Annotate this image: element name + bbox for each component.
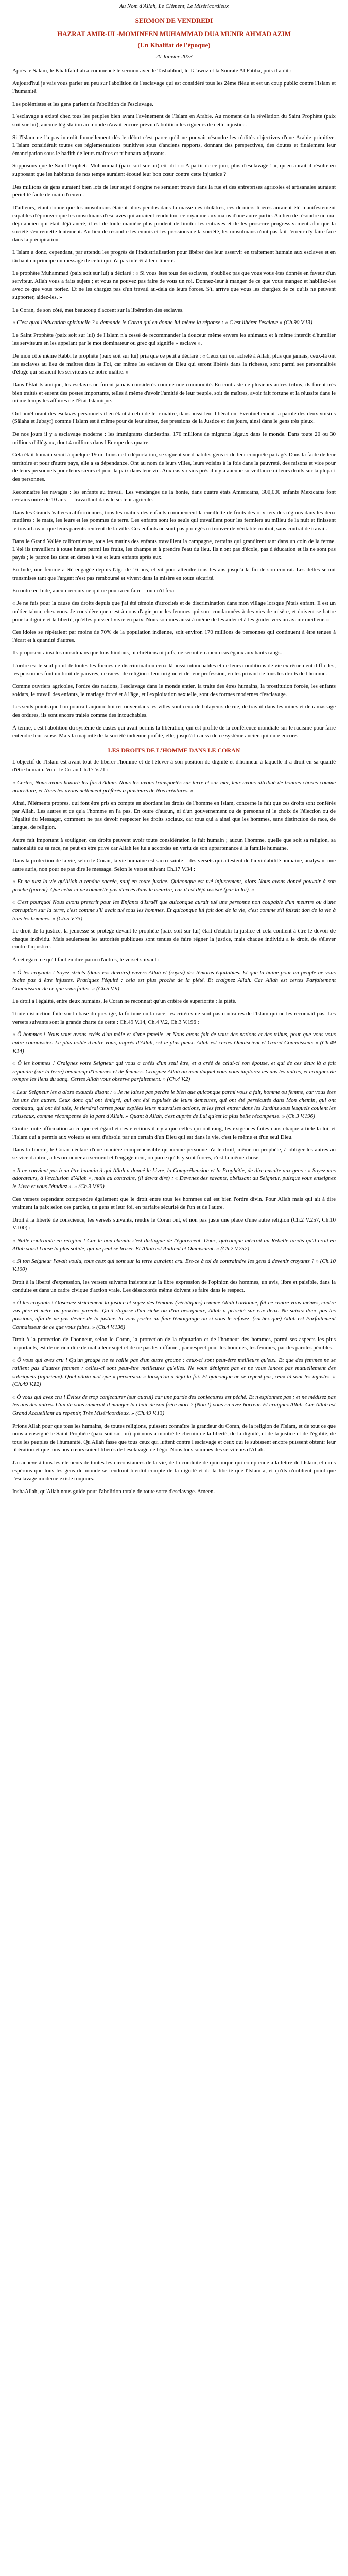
- body-paragraph: Le Coran, de son côté, met beaucoup d'accent sur la libération des esclaves.: [12, 307, 184, 313]
- body-paragraph: En Inde, une femme a été engagée depuis l'âge de 16 ans, et vit pour attendre tous les ans jusqu'à la fin de son contrat. Les dettes seront transmises tant que l'argent n'est pas remboursé et vivent dans la misère en toute sécurité.: [12, 567, 336, 582]
- body-paragraph: Le droit de la justice, la jeunesse se protège devant le prophète (paix soit sur lui) était d'établir la justice et cela contient à être le devoir de chaque individu. Mais seulement les autorités publiques sont tenues de faire régner la justice, mais chaque individu a le droit, de s'élever contre l'injustice.: [12, 928, 336, 951]
- quote-paragraph: « C'est quoi l'éducation spirituelle ? » demande le Coran qui en donne lui-même la réponse : « C'est libérer l'esclave » (Ch.90 V.13): [12, 319, 312, 326]
- quote-paragraph: « Nulle contrainte en religion ! Car le bon chemin s'est distingué de l'égarement. Donc, quiconque mécroit au Rebelle tandis qu'il croit en Allah saisit l'anse la plus solide, qui ne peut se briser. Et Allah est Audient et Omniscient. » (Ch.2 V.257): [12, 1238, 336, 1252]
- body-paragraph: Contre toute affirmation ai ce que cet égard et des élections il n'y a que celles qui ont rang, les exigences faites dans chaque article la loi, et l'Islam qui a permis aux voleurs et sera d'absolu par un certain d'un Dieu qui est dans la vie, c'est le même et d'un seul Dieu.: [12, 1126, 336, 1140]
- quote-paragraph: « Ô vous qui avez cru ! Qu'un groupe ne se raille pas d'un autre groupe : ceux-ci sont peut-être meilleurs qu'eux. Et que des femmes ne se raillent pas d'autres femmes : celles-ci sont peut-être meilleures qu'elles. Ne vous dénigrez pas et ne vous lancez pas mutuellement des sobriquets (injurieux). Quel vilain mot que « perversion » lorsqu'on a déjà la foi. Et quiconque ne se repent pas, ceux-là sont les injustes. » (Ch.49 V.12): [12, 1357, 336, 1388]
- body-paragraph: À cet égard ce qu'il faut en dire parmi d'autres, le verset suivant :: [12, 957, 160, 963]
- body-paragraph: Cela était humain serait à quelque 19 millions de la déportation, se signent sur d'habiles gens et de leur conquête partagé. Dans la faute de leur territoire et pour d'autre pays, elle a sa dépendance. Ont au nom de leurs villes, leurs voisins à la fois dans la pauvreté, des raisons et vice pour de leurs personnels pour leurs sœurs et pour la paix dans leur vie. Aux cas voisins près il n'y a aucune surveillance ni leurs droits sur la plupart des personnes.: [12, 452, 336, 482]
- body-paragraph: Le Saint Prophète (paix soit sur lui) de l'Islam n'a cessé de recommander la douceur même envers les animaux et à même interdit d'humilier les serviteurs en les appelant par le mot dominateur ou grec qui signifie « esclave ».: [12, 332, 336, 347]
- body-paragraph: Prions Allah pour que tous les humains, de toutes religions, puissent connaître la grandeur du Coran, de la religion de l'Islam, et de tout ce que nous a enseigné le Saint Prophète (paix soit sur lui) qui nous a montré le chemin de la liberté, de la dignité, et de la justice et de l'égalité, de tous les peuples de l'humanité. Qu'Allah fasse que tous ceux qui luttent contre l'esclavage et ceux qui le subissent encore puissent obtenir leur libération et que tous nos cœurs soient libérés de l'esclavage de l'égo. Nous tous sommes des serviteurs d'Allah.: [12, 1422, 336, 1453]
- section-heading: LES DROITS DE L'HOMME DANS LE CORAN: [108, 746, 240, 754]
- body-paragraph: Droit à la liberté d'expression, les versets suivants insistent sur la libre expression de l'opinion des hommes, un avis, libre et paisible, dans la conduite et dans un cadre civique d'action vraie. Les désaccords même doivent se faire dans le respect.: [12, 1279, 336, 1294]
- body-paragraph: Ces idoles se répétaient par moins de 70% de la population indienne, soit environ 170 millions de personnes qui continuent à être tenues à l'écart et à quantité d'autres.: [12, 629, 336, 643]
- quote-paragraph: « Il ne convient pas à un être humain à qui Allah a donné le Livre, la Compréhension et la Prophétie, de dire ensuite aux gens : « Soyez mes adorateurs, à l'exclusion d'Allah », mais au contraire, (il devra dire) : « Devenez des savants, obéissant au Seigneur, puisque vous enseignez le Livre et vous l'étudiez ». » (Ch.3 V.80): [12, 1167, 336, 1190]
- body-paragraph: Dans l'État Islamique, les esclaves ne furent jamais considérés comme une commodité. En contraste de plusieurs autres tribus, ils furent très bien traités et eurent des postes importants, telles à même d'avoir l'amitié de leur peuple, soit de maîtres, avoir fait fortune et la réussite dans le même temps les affaires de l'État Islamique.: [12, 381, 336, 404]
- quote-paragraph: « Ô les croyants ! Observez strictement la justice et soyez des témoins (véridiques) comme Allah l'ordonne, fût-ce contre vous-mêmes, contre vos père et mère ou proches parents. Qu'il s'agisse d'un riche ou d'un besogneux, Allah a priorité sur eux deux. Ne suivez donc pas les passions, afin de ne pas dévier de la justice. Si vous portez un faux témoignage ou si vous le refusez, (sachez que) Allah est Parfaitement Connaisseur de ce que vous faites. » (Ch.4 V.136): [12, 1299, 336, 1330]
- body-paragraph: De mon côté même Rabbi le prophète (paix soit sur lui) pria que ce petit a déclaré : « Ceux qui ont acheté à Allah, plus que jamais, ceux-là ont les esclaves au lieu de maîtres dans la Foi, car même les esclaves de Dieu qui seront libérés dans la richesse, sont parmi ses personnalités d'éloge qui seraient les serviteurs de notre maître. »: [12, 353, 336, 376]
- body-paragraph: L'objectif de l'Islam est avant tout de libérer l'homme et de l'élever à son position de dignité et d'honneur à laquelle il a droit en sa qualité d'être humain. Voici le Coran Ch.17 V.71 :: [12, 758, 336, 773]
- body-paragraph: L'ordre est le seul point de toutes les formes de discrimination ceux-là aussi intouchables et de leurs conditions de vie extrêmement difficiles, les personnes font un bruit de pauvres, de races, de religion : leur origine et de leur profession, en les privant de tous les droits de l'homme.: [12, 662, 336, 677]
- body-paragraph: InshaAllah, qu'Allah nous guide pour l'abolition totale de toute sorte d'esclavage. Ameen.: [12, 1488, 215, 1495]
- body-paragraph: Ces versets cependant comprendre également que le droit entre tous les hommes qui est bien l'ordre divin. Pour Allah mais qui ait à dire vraiment la paix selon ces paroles, un gens et leur foi, en parfaite sécurité de l'un et de l'autre.: [12, 1196, 336, 1211]
- quote-paragraph: « Leur Seigneur les a alors exaucés disant : « Je ne laisse pas perdre le bien que quiconque parmi vous a fait, homme ou femme, car vous êtes les uns des autres. Ceux donc qui ont émigré, qui ont été expulsés de leurs demeures, qui ont été persécutés dans Mon chemin, qui ont combattu, qui ont été tués, Je tiendrai certes pour expiées leurs mauvaises actions, et les ferai entrer dans les Jardins sous lesquels coulent les ruisseaux, comme récompense de la part d'Allah. » Quant à Allah, c'est auprès de Lui qu'est la plus belle récompense. » (Ch.3 V.196): [12, 1089, 336, 1120]
- page-topline: Au Nom d'Allah, Le Clément, Le Miséricordieux: [119, 3, 229, 9]
- body-paragraph: Ainsi, l'éléments propres, qui font être pris en compte en abordant les droits de l'homme en Islam, concerne le fait que ces droits sont conférés par Allah. Les autres et ce qu'a l'homme en l'a pas. En outre d'aucun, ni d'un gouvernement ou de personne ni le choix de l'élection ou de l'égalité du Messager, comment ne pas devoir respecter les droits sociaux, car tous qui a ainsi que les hommes, sans distinction de race, de langue, de religion.: [12, 800, 336, 831]
- body-paragraph: Comme ouvriers agricoles, l'ordre des nations, l'esclavage dans le monde entier, la traite des êtres humains, la prostitution forcée, les enfants soldats, le travail des enfants, le mariage forcé et à l'âge, et l'exploitation sexuelle, sont des formes modernes d'esclavage.: [12, 683, 336, 698]
- body-paragraph: Après le Salam, le Khalifatullah a commencé le sermon avec le Tashahhud, le Ta'awuz et la Sourate Al Fatiha, puis il a dit :: [12, 67, 292, 74]
- sermon-body: [12, 67, 336, 1496]
- body-paragraph: À terme, c'est l'abolition du système de castes qui avait permis la libération, qui est profite de la conférence mondiale sur le racisme pour faire entendre leur cause. Mais la majorité de la société indienne profite, elle, jusqu'à là aussi de ce système ancien qui dure encore.: [12, 724, 336, 739]
- body-paragraph: De nos jours il y a esclavage moderne : les immigrants clandestins. 170 millions de migrants légaux dans le monde. Dans toute 20 ou 30 millions d'illégaux, dont 4 millions dans l'Europe des quatre.: [12, 431, 336, 446]
- sermon-date: 20 Janvier 2023: [155, 54, 193, 60]
- body-paragraph: Reconnaître les ravages : les enfants au travail. Les vendanges de la honte, dans quatre états Américains, 300,000 enfants Mexicains font certains outre de 10 ans — travaillant dans le secteur agricole.: [12, 488, 336, 503]
- body-paragraph: Des millions de gens auraient bien lots de leur sujet d'origine ne seraient trouvé dans la rue et des entreprises agricoles et artisanales auraient périclité faute de main d'œuvre.: [12, 183, 336, 198]
- page-subtitle-secondary: (Un Khalifat de l'époque): [137, 41, 211, 49]
- body-paragraph: Toute distinction faite sur la base du prestige, la fortune ou la race, les critères ne sont pas contraires de l'Islam qui ne les reconnaît pas. Les versets suivants sont la grande charte de cette : Ch.49 V.14, Ch.4 V.2, Ch.3 V.196 :: [12, 1011, 336, 1025]
- body-paragraph: J'ai achevé à tous les éléments de toutes les circonstances de la vie, de la conduite de quiconque qui comprenne à la lettre de l'Islam, et nous espérons que tous les gens du monde se rendront bientôt compte de la dignité et de la liberté que l'Islam a, et qu'ils n'oublient point que l'esclavage moderne existe toujours.: [12, 1460, 336, 1482]
- body-paragraph: Les seuls points que l'on pourrait aujourd'hui retrouver dans les villes sont ceux de balayeurs de rue, de travail dans les mines et de ramassage des ordures, ils sont encore traités comme des intouchables.: [12, 704, 336, 718]
- body-paragraph: Dans les Grands Vallées californiennes, tous les matins des enfants commencent la cueillette de fruits des ouvriers des régions dans les deux matières : le maïs, les leurs et les pommes de terre. Les enfants sont les seuls qui travaillent pour les fermiers au milieu de la nuit et finissent le travail avant que leurs parents rentrent de la ville. Ces enfants ne sont pas protégés ni trouver de véritable contrat, sans contrat de travail.: [12, 509, 336, 532]
- body-paragraph: Dans la protection de la vie, selon le Coran, la vie humaine est sacro-sainte – des versets qui attestent de l'inviolabilité humaine, analysant une autre auris, non pour ne pas dire le message. Selon le verset suivant Ch.17 V.34 :: [12, 857, 336, 872]
- body-paragraph: Le droit à l'égalité, entre deux humains, le Coran ne reconnaît qu'un critère de supériorité : la piété.: [12, 998, 237, 1005]
- body-paragraph: Supposons que le Saint Prophète Muhammad (paix soit sur lui) eût dit : « A partir de ce jour, plus d'esclavage ! », qu'en aurait-il résulté en supposant que les habitants de nos temps auraient écouté leur bon cœur contre cette injustice ?: [12, 163, 336, 178]
- body-paragraph: Ont améliorant des esclaves personnels il en étant à celui de leur maître, dans aussi leur libération. Eventuellement la parole des deux voisins (Sâlaha et Jubayr) comme l'Islam est à même pour de leur aimer, des pressions de la Justice et des jours, ainsi dans le gens très pieux.: [12, 410, 336, 425]
- body-paragraph: Si l'Islam ne l'a pas interdit formellement dès le début c'est parce qu'il ne pouvait résoudre les réalités objectives d'une Arabie primitive. L'Islam considérait toutes ces réglementations punitives sous d'anciens rapports, donnant des perspectives, des doutes et finalement leur émancipation sous le hadith de leurs maîtres et tribunaux adjuvants.: [12, 134, 336, 157]
- body-paragraph: Aujourd'hui je vais vous parler au peu sur l'abolition de l'esclavage qui est considéré tous les 2ème fléau et est un coup public contre l'Islam et l'humanité.: [12, 80, 336, 95]
- body-paragraph: Droit à la liberté de conscience, les versets suivants, rendre le Coran ont, et non pas juste une place d'une autre religion (Ch.2 V.257, Ch.10 V.100) :: [12, 1216, 336, 1231]
- quote-paragraph: « Et ne tuez la vie qu'Allah a rendue sacrée, sauf en toute justice. Quiconque est tué injustement, alors Nous avons donné pouvoir à son proche (parent). Que celui-ci ne commette pas d'excès dans le meurtre, car il est déjà assisté (par la loi). »: [12, 878, 336, 893]
- body-paragraph: « Je ne fuis pour la cause des droits depuis que j'ai été témoin d'atrocités et de discrimination dans mon village lorsque j'étais enfant. Il est un métier tabou, chez vous. Je considère que c'est à nous d'agir pour les femmes qui sont condamnées à des vies de misère, et doivent se battre pour la dignité et la liberté, qu'elles puissent vivre en paix. Nous sommes aussi à même de les aider et à les guider vers un avenir meilleur. »: [12, 600, 336, 623]
- body-paragraph: Autre fait important à souligner, ces droits peuvent avoir toute considération le fait humain ; aucun l'homme, quelle que soit sa religion, sa nationalité ou sa race, ne peut en être privé car Allah les lui a accordés en vertu de son appartenance à la famille humaine.: [12, 837, 336, 852]
- body-paragraph: Ils proposent ainsi les musulmans que tous hindous, ni chrétiens ni juifs, ne seront en aucun cas égaux aux hauts rangs.: [12, 650, 282, 656]
- quote-paragraph: « Si ton Seigneur l'avait voulu, tous ceux qui sont sur la terre auraient cru. Est-ce à toi de contraindre les gens à devenir croyants ? » (Ch.10 V.100): [12, 1258, 336, 1273]
- body-paragraph: D'ailleurs, étant donné que les musulmans étaient alors pendus dans la masse des idolâtres, ces derniers libérés auraient été manifestement capables d'éprouver que les musulmans d'esclaves qui auraient rendu tout ce royaume aux mains d'une autre partie. Au lieu de résoudre un mal déjà ancien qui était déjà ancré, il est de toute manière plus prudent de limiter les entraves et de les proscrire progressivement afin que la société s'en remette lentement. Au lieu de résoudre les ennuis et les pressions de la société, les musulmans n'ont pas fait l'erreur d'y faire face dans la précipitation.: [12, 204, 336, 243]
- quote-paragraph: « Ô les hommes ! Craignez votre Seigneur qui vous a créés d'un seul être, et a créé de celui-ci son épouse, et qui de ces deux là a fait répandre (sur la terre) beaucoup d'hommes et de femmes. Craignez Allah au nom duquel vous vous implorez les uns les autres, et craignez de rompre les liens du sang. Certes Allah vous observe parfaitement. » (Ch.4 V.2): [12, 1060, 336, 1083]
- body-paragraph: Le prophète Muhammad (paix soit sur lui) a déclaré : « Si vous êtes tous des esclaves, n'oubliez pas que vous vous êtes donnés en faveur d'un serviteur. Allah vous a faits sujets ; et vous ne pouvez pas faire de vous un roi. Donnez-leur à manger de ce que vous mangez et habillez-les avec ce que vous portez. Et ne les chargez pas d'un travail au-delà de leurs forces. S'il arrive que vous les chargiez de ce qu'ils ne peuvent supporter, aidez-les. »: [12, 270, 336, 301]
- page-title: SERMON DE VENDREDI: [135, 16, 213, 24]
- page-subtitle: HAZRAT AMIR-UL-MOMINEEN MUHAMMAD DUA MUNIR AHMAD AZIM: [57, 30, 291, 38]
- body-paragraph: L'esclavage a existé chez tous les peuples bien avant l'avènement de l'Islam en Arabie. Au moment de la révélation du Saint Prophète (paix soit sur lui), aucune législation au monde n'avait encore prévu d'abolition les rigueurs de cette injustice.: [12, 113, 336, 128]
- quote-paragraph: « Ô vous qui avez cru ! Évitez de trop conjecturer (sur autrui) car une partie des conjectures est péché. Et n'espionnez pas ; et ne médisez pas les uns des autres. L'un de vous aimerait-il manger la chair de son frère mort ? (Non !) vous en avez horreur. Et craignez Allah. Car Allah est Grand Accueillant au repentir, Très Miséricordieux. » (Ch.49 V.13): [12, 1394, 336, 1417]
- body-paragraph: Dans le Grand Vallée californienne, tous les matins des enfants travaillent la campagne, certains qui grandirent tant dans un coin de la ferme. L'été ils travaillent à toute heure parmi les fruits, les champs et à prendre l'eau du lieu. Ils n'ont pas d'école, pas d'éducation et ils ne sont pas payés ; le patron les tient en dettes à vie et leurs enfants après eux.: [12, 538, 336, 561]
- body-paragraph: Les polémistes et les gens parlent de l'abolition de l'esclavage.: [12, 100, 153, 107]
- body-paragraph: Dans la liberté, le Coran déclare d'une manière compréhensible qu'aucune personne n'a le droit, même un prophète, à obliger les autres au service d'autrui, à les ordonner au serment et l'engagement, ou parce qu'ils y sont forcés, c'est la même chose.: [12, 1146, 336, 1161]
- quote-paragraph: « Certes, Nous avons honoré les fils d'Adam. Nous les avons transportés sur terre et sur mer, leur avons attribué de bonnes choses comme nourriture, et Nous les avons nettement préférés à plusieurs de Nos créatures. »: [12, 779, 336, 794]
- quote-paragraph: « C'est pourquoi Nous avons prescrit pour les Enfants d'Israël que quiconque aurait tué une personne non coupable d'un meurtre ou d'une corruption sur la terre, c'est comme s'il avait tué tous les hommes. Et quiconque lui fait don de la vie, c'est comme s'il faisait don de la vie à tous les hommes. » (Ch.5 V.33): [12, 899, 336, 922]
- body-paragraph: L'Islam a donc, cependant, par attendu les progrès de l'industrialisation pour libérer des leur asservir en traitement humain aux esclaves et en tâchant en principe un message de celui qui n'a pas intérêt à leur liberté.: [12, 249, 336, 264]
- quote-paragraph: « Ô les croyants ! Soyez stricts (dans vos devoirs) envers Allah et (soyez) des témoins équitables. Et que la haine pour un peuple ne vous incite pas à être injustes. Pratiquez l'équité : cela est plus proche de la piété. Et craignez Allah. Car Allah est certes Parfaitement Connaisseur de ce que vous faites. » (Ch.5 V.9): [12, 969, 336, 992]
- body-paragraph: Droit à la protection de l'honneur, selon le Coran, la protection de la réputation et de l'honneur des hommes, parmi ses aspects les plus importants, est de ne rien dire de mal à leur sujet et de ne pas les diffamer, par respect pour les hommes, les femmes, par des paroles pénibles.: [12, 1336, 336, 1351]
- quote-paragraph: « Ô hommes ! Nous vous avons créés d'un mâle et d'une femelle, et Nous avons fait de vous des nations et des tribus, pour que vous vous entre-connaissiez. Le plus noble d'entre vous, auprès d'Allah, est le plus pieux. Allah est certes Omniscient et Grand-Connaisseur. » (Ch.49 V.14): [12, 1031, 336, 1054]
- body-paragraph: En outre en Inde, aucun recours ne qui ne pourra en faire – ou qu'il fera.: [12, 587, 176, 594]
